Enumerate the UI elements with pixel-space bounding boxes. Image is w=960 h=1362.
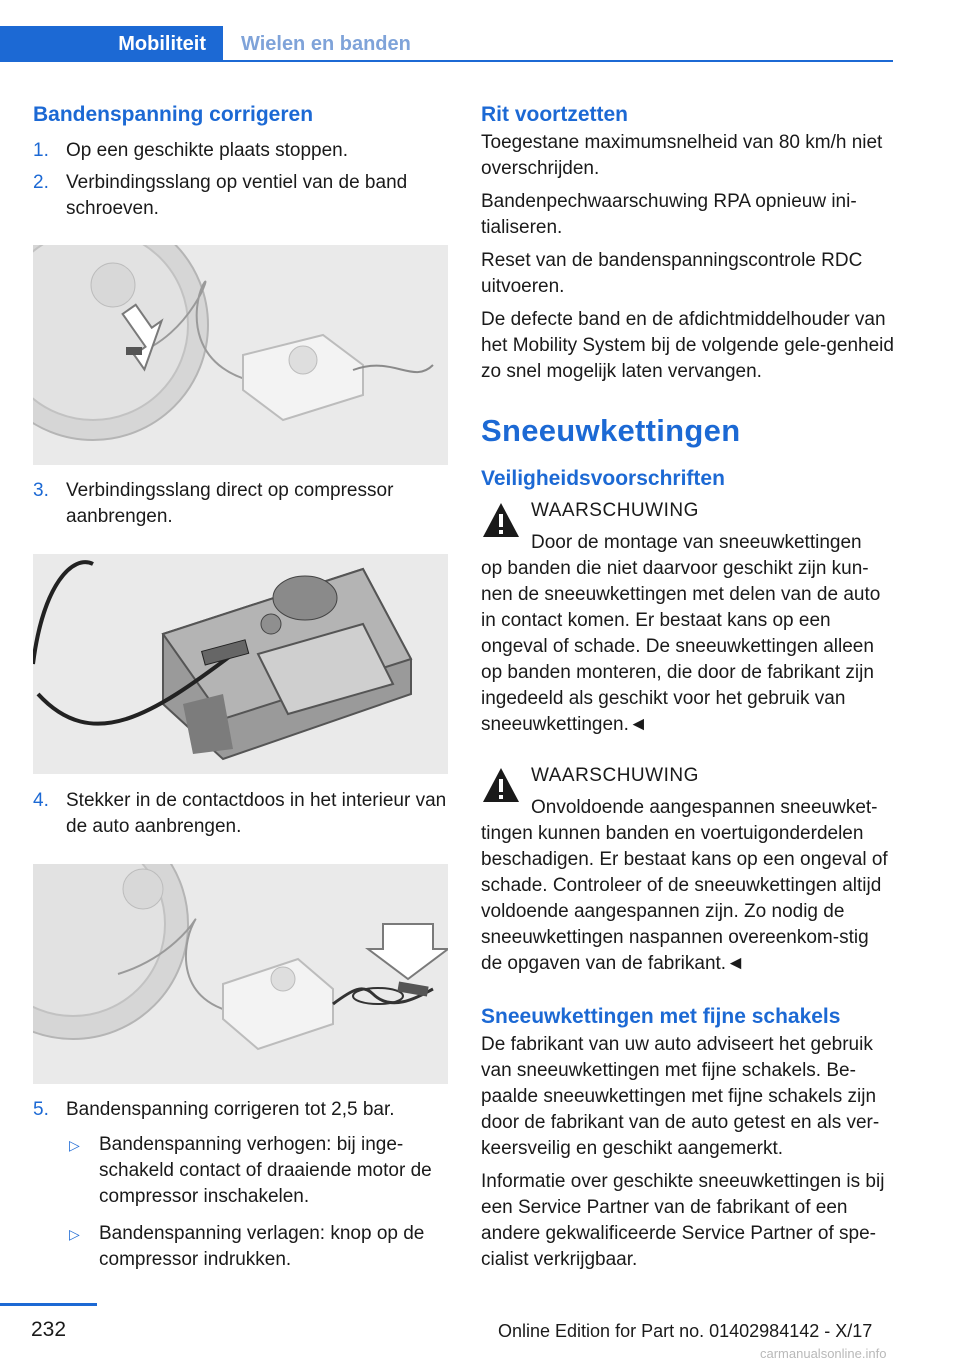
paragraph: Reset van de bandenspanningscontrole RDC uitvoeren. bbox=[481, 250, 863, 297]
paragraph: Toegestane maximumsnelheid van 80 km/h niet overschrijden. bbox=[481, 132, 883, 179]
warning-label: WAARSCHUWING bbox=[531, 500, 699, 521]
page-header bbox=[0, 0, 893, 62]
tab-wielen-en-banden[interactable]: Wielen en banden bbox=[241, 32, 411, 55]
step-text: Verbindingsslang op ventiel van de band schroeven. bbox=[66, 172, 408, 219]
substep-verhogen bbox=[33, 1132, 448, 1210]
substep-text: Bandenspanning verhogen: bij inge‐schakeld contact of draaiende motor de compressor inschakelen. bbox=[99, 1134, 432, 1207]
warning-text: op banden die niet daarvoor geschikt zijn kun‐nen de sneeuwkettingen met delen van de auto in contact komen. Er bestaat kans op een ongeval of schade. De sneeuwkettingen alleen op banden monteren, die door de fabrikant zijn ingedeeld als geschikt voor het gebruik van sneeuwkettingen.◄ bbox=[481, 558, 881, 735]
section-heading-veiligheid: Veiligheidsvoorschriften bbox=[481, 467, 725, 490]
step-4 bbox=[33, 788, 448, 840]
warning-block-1 bbox=[481, 498, 895, 738]
step-5 bbox=[33, 1097, 448, 1123]
step-2 bbox=[33, 170, 448, 222]
step-text: Op een geschikte plaats stoppen. bbox=[66, 140, 349, 161]
warning-text: tingen kunnen banden en voertuigonderdelen beschadigen. Er bestaat kans op een ongeval of schade. Controleer of de sneeuwkettingen altijd voldoende aangespannen zijn. Zo nodig de sneeuwkettingen naspannen overeenkom‐stig de opgaven van de fabrikant.◄ bbox=[481, 823, 888, 974]
paragraph: Bandenpechwaarschuwing RPA opnieuw ini‐tialiseren. bbox=[481, 191, 857, 238]
step-text: Stekker in de contactdoos in het interieur van de auto aanbrengen. bbox=[66, 790, 447, 837]
step-number: 3. bbox=[33, 480, 49, 501]
step-number: 4. bbox=[33, 790, 49, 811]
step-text: Verbindingsslang direct op compressor aanbrengen. bbox=[66, 480, 394, 527]
step-number: 5. bbox=[33, 1099, 49, 1120]
paragraph: Informatie over geschikte sneeuwkettingen is bij een Service Partner van de fabrikant of een andere gekwalificeerde Service Partner of spe‐cialist verkrijgbaar. bbox=[481, 1171, 885, 1270]
footer-divider bbox=[0, 1303, 97, 1306]
step-3 bbox=[33, 478, 448, 530]
illustration-compressor bbox=[33, 554, 448, 774]
watermark: carmanualsonline.info bbox=[760, 1346, 887, 1361]
paragraph: De defecte band en de afdichtmiddelhouder van het Mobility System bij de volgende gele‐genheid zo snel mogelijk laten vervangen. bbox=[481, 309, 894, 382]
warning-text-first-line: Door de montage van sneeuwkettingen bbox=[531, 532, 862, 553]
page-number: 232 bbox=[31, 1318, 67, 1341]
step-text: Bandenspanning corrigeren tot 2,5 bar. bbox=[66, 1099, 395, 1120]
step-number: 1. bbox=[33, 140, 49, 161]
warning-text-first-line: Onvoldoende aangespannen sneeuwket‐ bbox=[531, 797, 878, 818]
tab-mobiliteit[interactable]: Mobiliteit bbox=[0, 26, 223, 62]
substep-verlagen bbox=[33, 1221, 448, 1273]
section-heading-rit-voortzetten: Rit voortzetten bbox=[481, 103, 628, 126]
illustration-hose-valve bbox=[33, 245, 448, 465]
warning-label: WAARSCHUWING bbox=[531, 765, 699, 786]
figure-plug-socket bbox=[33, 864, 448, 1084]
right-column bbox=[481, 100, 895, 1273]
warning-triangle-icon bbox=[481, 766, 521, 804]
header-divider bbox=[223, 60, 893, 62]
triangle-bullet-icon: ▷ bbox=[69, 1137, 80, 1153]
paragraph: De fabrikant van uw auto adviseert het gebruik van sneeuwkettingen met fijne schakels. Be‐paalde sneeuwkettingen met fijne schakels zijn door de fabrikant van de auto getest en als ver‐keersveilig en geschikt aangemerkt. bbox=[481, 1034, 880, 1159]
section-heading-bandenspanning: Bandenspanning corrigeren bbox=[33, 103, 314, 126]
warning-triangle-icon bbox=[481, 501, 521, 539]
edition-note: Online Edition for Part no. 01402984142 - X/17 bbox=[498, 1321, 873, 1341]
figure-hose-on-compressor bbox=[33, 554, 448, 774]
chapter-title-sneeuwkettingen: Sneeuwkettingen bbox=[481, 413, 741, 448]
step-number: 2. bbox=[33, 172, 49, 193]
figure-hose-on-valve bbox=[33, 245, 448, 465]
illustration-plug bbox=[33, 864, 448, 1084]
substep-text: Bandenspanning verlagen: knop op de compressor indrukken. bbox=[99, 1223, 425, 1270]
section-heading-fijne-schakels: Sneeuwkettingen met fijne schakels bbox=[481, 1005, 841, 1028]
triangle-bullet-icon: ▷ bbox=[69, 1226, 80, 1242]
left-column bbox=[33, 100, 448, 1273]
step-1 bbox=[33, 138, 448, 164]
warning-block-2 bbox=[481, 763, 895, 977]
